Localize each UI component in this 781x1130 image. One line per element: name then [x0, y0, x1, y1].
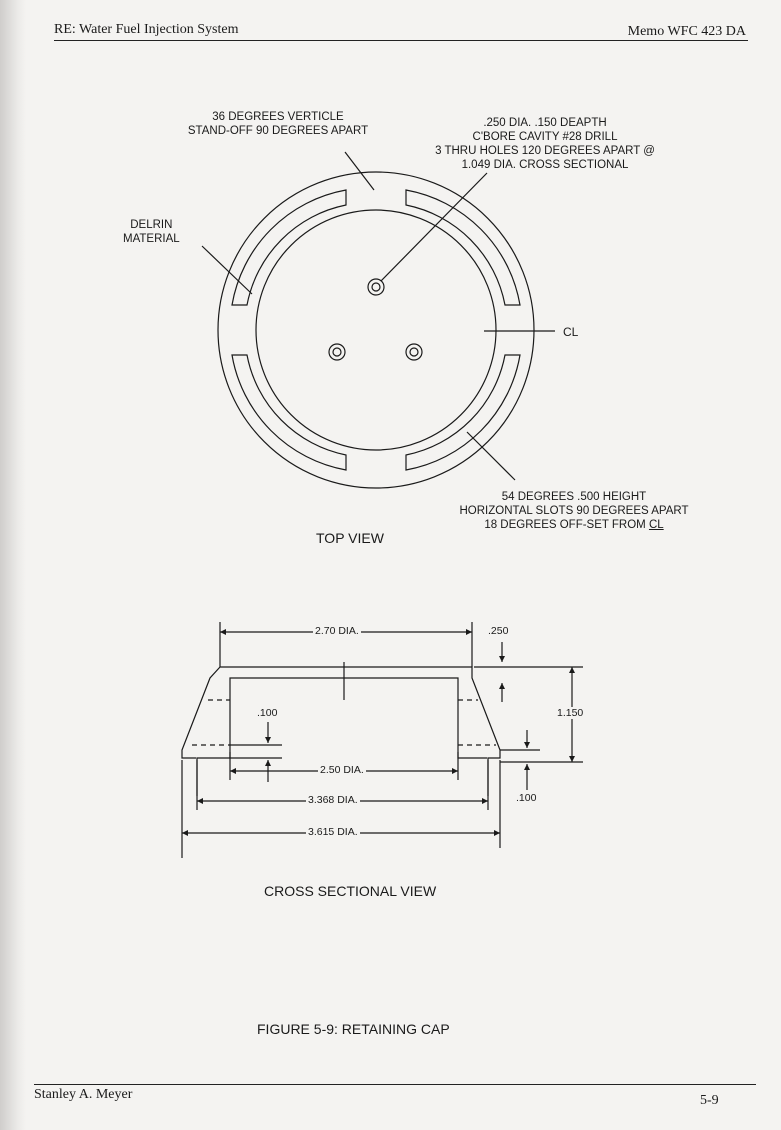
- callout-material: DELRIN MATERIAL: [123, 219, 180, 245]
- centerline-label: CL: [563, 325, 579, 339]
- dim-base-dia: 3.368 DIA.: [308, 794, 358, 806]
- cross-section-title: CROSS SECTIONAL VIEW: [264, 883, 437, 899]
- dim-base-thickness: .100: [516, 792, 537, 804]
- figure-caption: FIGURE 5-9: RETAINING CAP: [257, 1021, 450, 1037]
- dim-step: .100: [257, 707, 278, 719]
- callout-slots: 54 DEGREES .500 HEIGHT HORIZONTAL SLOTS 90 DEGREES APART 18 DEGREES OFF-SET FROM CL: [459, 491, 689, 531]
- hole-top: [368, 279, 384, 295]
- dim-top-dia: 2.70 DIA.: [315, 625, 359, 637]
- leader-holes: [381, 173, 487, 281]
- header-memo-id: Memo WFC 423 DA: [627, 24, 746, 39]
- hole-right: [406, 344, 422, 360]
- dim-top-thickness: .250: [488, 625, 509, 637]
- dim-outer-dia: 3.615 DIA.: [308, 826, 358, 838]
- outer-rim: [218, 172, 534, 488]
- footer-page-number: 5-9: [700, 1093, 719, 1108]
- dim-inner-dia: 2.50 DIA.: [320, 764, 364, 776]
- footer-author: Stanley A. Meyer: [34, 1087, 133, 1102]
- inner-bore: [256, 210, 496, 450]
- leader-standoff: [345, 152, 374, 190]
- callout-holes: .250 DIA. .150 DEAPTH C'BORE CAVITY #28 DRILL 3 THRU HOLES 120 DEGREES APART @ 1.049 DIA. CROSS SECTIONAL: [435, 117, 655, 171]
- dim-height: 1.150: [557, 707, 584, 719]
- leader-material: [202, 246, 252, 294]
- top-view-title: TOP VIEW: [316, 530, 384, 546]
- footer-rule: [34, 1084, 756, 1085]
- section-hidden-lines: [192, 700, 496, 745]
- callout-slots-cl: CL: [648, 519, 664, 531]
- header-title: RE: Water Fuel Injection System: [54, 22, 239, 37]
- hole-left: [329, 344, 345, 360]
- callout-standoff: 36 DEGREES VERTICLE STAND-OFF 90 DEGREES APART: [187, 111, 369, 137]
